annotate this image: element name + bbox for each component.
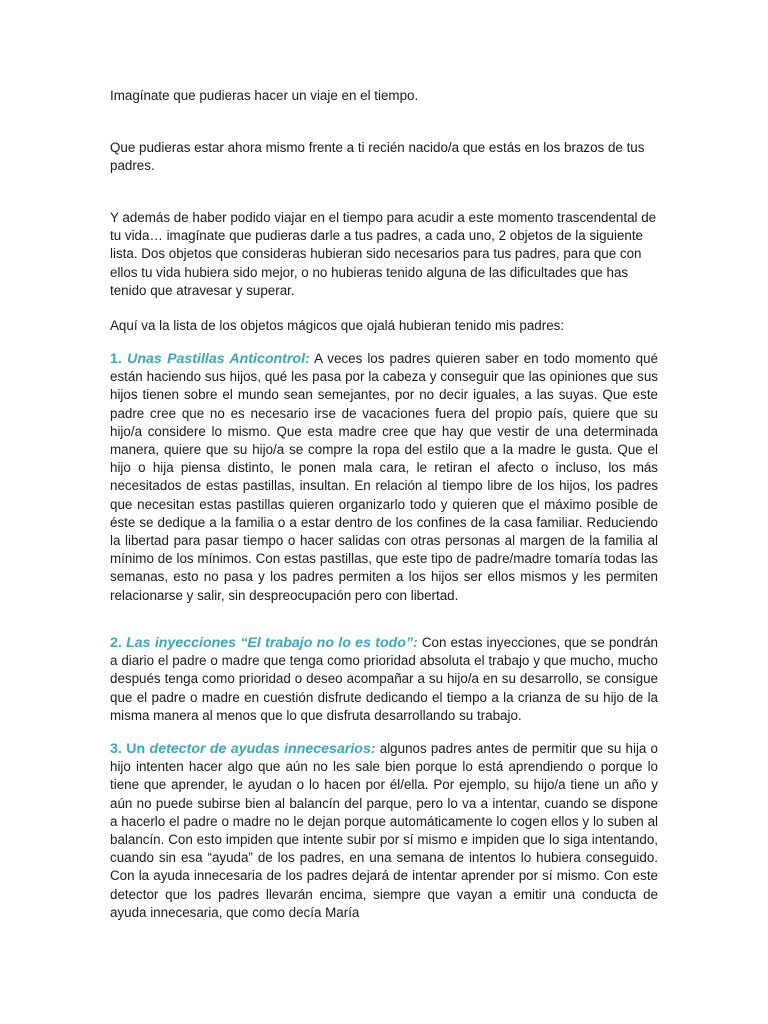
item-3-number: 3. Un [110, 741, 150, 757]
item-2-body: Con estas inyecciones, que se pondrán a diario el padre o madre que tenga como prioridad absoluta el trabajo y que mucho, mucho después tenga como prioridad o deseo acompañar a su hijo/a en su desarrollo, se consigue que el padre o madre en cuestión disfrute dedicando el tiempo a la crianza de su hijo de la misma manera al menos que lo que disfruta desarrollando su trabajo. [110, 635, 658, 723]
list-item-1 [110, 350, 658, 605]
paragraph-list-intro: Aquí va la lista de los objetos mágicos que ojalá hubieran tenido mis padres: [110, 318, 565, 333]
list-item-3 [110, 740, 658, 922]
item-1-number: 1. [110, 351, 128, 367]
paragraph-newborn: Que pudieras estar ahora mismo frente a ti recién nacido/a que estás en los brazos de tus padres. [110, 140, 645, 174]
list-item-2 [110, 634, 658, 725]
item-1-title: Unas Pastillas Anticontrol: [127, 351, 310, 367]
item-3-body: algunos padres antes de permitir que su hija o hijo intenten hacer algo que aún no les sale bien porque lo está aprendiendo o porque lo tiene que aprender, le ayudan o lo hacen por él/ella. Por ejemplo, su hijo/a tiene un año y aún no puede subirse bien al balancín del parque, pero lo va a intentar, cuando se dispone a hacerlo el padre o madre no le dejan porque automáticamente lo cogen ellos y lo suben al balancín. Con esto impiden que intente subir por sí mismo e impiden que lo siga intentando, cuando sin esa “ayuda” de los padres, en una semana de intentos lo hubiera conseguido. Con la ayuda innecesaria de los padres dejará de intentar aprender por sí mismo. Con este detector que los padres llevarán encima, siempre que vayan a emitir una conducta de ayuda innecesaria, que como decía María [110, 741, 658, 920]
item-2-number: 2. [110, 635, 127, 651]
item-1-body: A veces los padres quieren saber en todo momento qué están haciendo sus hijos, qué les pasa por la cabeza y conseguir que las opiniones que sus hijos tienen sobre el mundo sean semejantes, por no decir iguales, a las suyas. Que este padre cree que no es necesario irse de vacaciones fuera del propio país, quiere que su hijo/a considere lo mismo. Que esta madre cree que hay que vestir de una determinada manera, quiere que su hijo/a se compre la ropa del estilo que a la madre le gusta. Que el hijo o hija piensa distinto, le ponen mala cara, le retiran el afecto o incluso, los más necesitados de estas pastillas, insultan. En relación al tiempo libre de los hijos, los padres que necesitan estas pastillas quieren organizarlo todo y quieren que el máximo posible de éste se dedique a la familia o a estar dentro de los confines de la casa familiar. Reduciendo la libertad para pasar tiempo o hacer salidas con otras personas al margen de la familia al mínimo de los mínimos. Con estas pastillas, que este tipo de padre/madre tomaría todas las semanas, esto no pasa y los padres permiten a los hijos ser ellos mismos y les permiten relacionarse y salir, sin despreocupación pero con libertad. [110, 351, 658, 603]
item-2-title: Las inyecciones “El trabajo no lo es todo”: [126, 635, 418, 651]
paragraph-intro: Imagínate que pudieras hacer un viaje en el tiempo. [110, 88, 419, 103]
paragraph-time-travel: Y además de haber podido viajar en el tiempo para acudir a este momento trascendental de tu vida… imagínate que pudieras darle a tus padres, a cada uno, 2 objetos de la siguiente lista. Dos objetos que consideras hubieran sido necesarios para tus padres, para que con ellos tu vida hubiera sido mejor, o no hubieras tenido alguna de las dificultades que has tenido que atravesar y superar. [110, 210, 657, 298]
item-3-title: detector de ayudas innecesarios: [149, 741, 376, 757]
